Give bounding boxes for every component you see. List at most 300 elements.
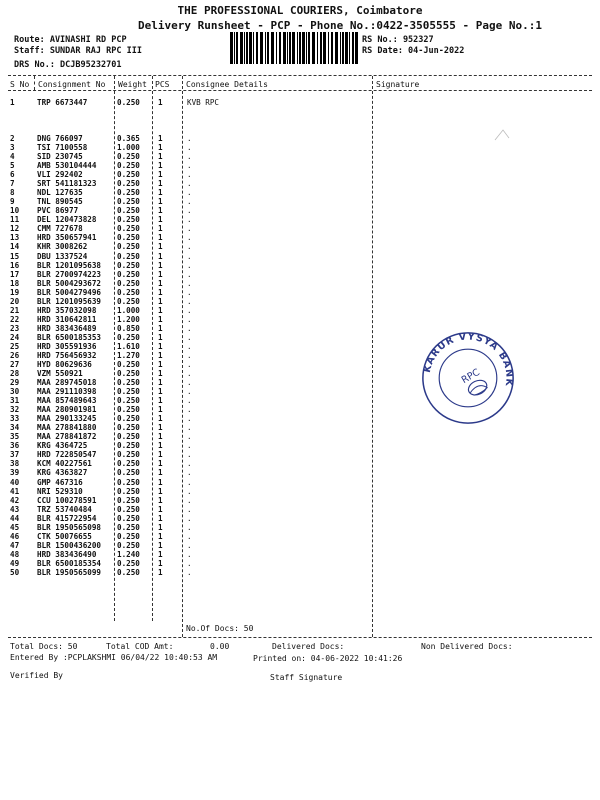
table-row [0,170,600,179]
row-consignment-no: TSI 7100558 [37,143,88,153]
row-sno: 9 [10,197,15,207]
row-weight: 0.250 [117,513,140,523]
row-pcs: 1 [158,134,163,143]
table-row [0,233,600,242]
table-row [0,478,600,487]
row-weight: 1.200 [117,314,140,324]
row-pcs: 1 [158,405,163,415]
row-sno: 30 [10,387,20,397]
row-sno: 44 [10,513,20,523]
row-sno: 25 [10,341,20,351]
table-row [0,568,600,577]
barcode-bar [331,32,333,64]
row-consignment-no: NDL 127635 [37,188,83,198]
row-weight: 0.250 [117,332,140,342]
row-weight: 0.250 [117,296,140,306]
row-sno: 23 [10,323,20,333]
row-consignment-no: BLR 1201095638 [37,260,102,270]
row-consignee: . [187,323,192,333]
row-pcs: 1 [158,287,163,297]
row-consignee: . [187,369,192,379]
row-consignment-no: HRD 722850547 [37,450,97,460]
row-pcs: 1 [158,558,163,568]
row-consignee: . [187,432,192,442]
row-consignee: . [187,179,192,189]
barcode-bar [244,32,245,64]
verified-by: Verified By [10,671,63,680]
row-weight: 0.250 [117,567,140,577]
row-consignee: . [187,224,192,234]
row-consignee: . [187,206,192,216]
row-consignee: . [187,143,192,153]
route-label: Route: AVINASHI RD PCP [14,35,127,45]
row-consignment-no: VLI 292402 [37,170,83,180]
row-consignee: . [187,242,192,252]
row-sno: 47 [10,540,20,550]
row-sno: 42 [10,495,20,505]
row-consignment-no: BLR 6500185353 [37,332,102,342]
row-sno: 21 [10,305,20,315]
row-pcs: 1 [158,341,163,351]
barcode-bar [302,32,305,64]
row-consignment-no: HRD 350657941 [37,233,97,243]
table-row [0,252,600,261]
table-row [0,315,600,324]
barcode-bar [355,32,358,64]
table-row [0,261,600,270]
row-consignee: . [187,441,192,451]
row-consignee: . [187,405,192,415]
row-sno: 39 [10,468,20,478]
table-top-rule [8,75,592,76]
row-pcs: 1 [158,251,163,261]
row-pcs: 1 [158,522,163,532]
row-weight: 0.250 [117,269,140,279]
row-weight: 0.250 [117,414,140,424]
row-pcs: 1 [158,567,163,577]
row-sno: 4 [10,152,15,162]
barcode-bar [297,32,298,64]
table-row [0,179,600,188]
table-row [0,532,600,541]
row-sno: 2 [10,134,15,143]
table-header-rule [8,90,592,91]
row-weight: 0.250 [117,432,140,442]
row-consignment-no: SID 230745 [37,152,83,162]
row-consignee: . [187,387,192,397]
row-weight: 0.365 [117,134,140,143]
table-row [0,288,600,297]
runsheet-title: Delivery Runsheet - PCP - Phone No.:0422-3505555 - Page No.:1 [138,19,542,32]
barcode-bar [317,32,318,64]
table-row [0,206,600,215]
row-pcs: 1 [158,513,163,523]
row-sno: 50 [10,567,20,577]
row-sno: 29 [10,378,20,388]
table-row [0,242,600,251]
row-pcs: 1 [158,441,163,451]
row-weight: 0.250 [117,360,140,369]
barcode-bar [292,32,295,64]
non-delivered-docs: Non Delivered Docs: [421,642,513,651]
table-row [0,215,600,224]
barcode-bar [230,32,233,64]
row-consignee: . [187,314,192,324]
row-sno: 35 [10,432,20,442]
row-consignee: . [187,260,192,270]
table-row [0,297,600,306]
row-consignee: . [187,513,192,523]
row-consignee: . [187,531,192,541]
row-pcs: 1 [158,323,163,333]
row-consignee: . [187,567,192,577]
row-consignee: . [187,468,192,478]
row-pcs: 1 [158,215,163,225]
row-pcs: 1 [158,531,163,541]
row-pcs: 1 [158,378,163,388]
delivered-docs: Delivered Docs: [272,642,345,651]
row-weight: 0.250 [117,206,140,216]
row-pcs: 1 [158,170,163,180]
row-sno: 41 [10,486,20,496]
row-sno: 13 [10,233,20,243]
barcode-bar [283,32,286,64]
row-sno: 46 [10,531,20,541]
row-consignee: . [187,459,192,469]
row-consignment-no: DEL 120473828 [37,215,97,225]
row-weight: 0.250 [117,441,140,451]
row-sno: 17 [10,269,20,279]
row-pcs: 1 [158,387,163,397]
row-pcs: 1 [158,369,163,379]
row-consignment-no: AMB 530104444 [37,161,97,171]
barcode-bar [345,32,348,64]
table-row [0,459,600,468]
row-consignment-no: HRD 383436489 [37,323,97,333]
row-pcs: 1 [158,224,163,234]
pencil-mark [490,120,520,150]
row-weight: 0.250 [117,558,140,568]
row-consignment-no: DNG 766097 [37,134,83,143]
row-pcs: 1 [158,459,163,469]
table-row [0,224,600,233]
row-consignee: . [187,504,192,514]
row-weight: 0.250 [117,396,140,406]
table-row [0,306,600,315]
table-row [0,505,600,514]
row-sno: 33 [10,414,20,424]
row-consignee: . [187,549,192,559]
row-weight: 0.250 [117,278,140,288]
table-row [0,270,600,279]
row-weight: 1.000 [117,143,140,153]
row-pcs: 1 [158,179,163,189]
row-consignment-no: MAA 857489643 [37,396,97,406]
barcode-bar [335,32,338,64]
row-pcs: 1 [158,450,163,460]
col-header-consignee: Consignee Details [186,80,268,89]
row-consignment-no: BLR 2700974223 [37,269,102,279]
row-consignee: . [187,170,192,180]
row-sno: 14 [10,242,20,252]
barcode-bar [249,32,252,64]
barcode-bar [320,32,322,64]
row-pcs: 1 [158,296,163,306]
total-cod-amount: 0.00 [210,642,230,651]
row-consignee: . [187,450,192,460]
row-consignee: . [187,188,192,198]
row-sno: 45 [10,522,20,532]
row-weight: 0.250 [117,161,140,171]
row-sno: 34 [10,423,20,433]
bank-stamp [420,330,516,426]
total-docs: Total Docs: 50 [10,642,78,651]
row-consignee: . [187,360,192,369]
row-consignee: . [187,215,192,225]
barcode-bar [306,32,307,64]
row-weight: 0.250 [117,531,140,541]
row-consignee: . [187,287,192,297]
row-consignment-no: HYD 80629636 [37,360,92,369]
row-weight: 0.250 [117,197,140,207]
row-pcs: 1 [158,486,163,496]
row-weight: 0.250 [117,477,140,487]
row-weight: 0.250 [117,378,140,388]
row-consignment-no: BLR 6500185354 [37,558,102,568]
row-consignee: . [187,305,192,315]
row-sno: 20 [10,296,20,306]
row-pcs: 1 [158,396,163,406]
row-pcs: 1 [158,269,163,279]
row-pcs: 1 [158,305,163,315]
row-weight: 1.610 [117,341,140,351]
total-cod-label: Total COD Amt: [106,642,174,651]
row-sno: 16 [10,260,20,270]
barcode-bar [287,32,288,64]
row-weight: 0.850 [117,323,140,333]
row-pcs: 1 [158,432,163,442]
row-pcs: 1 [158,197,163,207]
barcode-image [230,32,358,64]
row-consignment-no: MAA 278841872 [37,432,97,442]
drs-number: DRS No.: DCJB95232701 [14,60,122,70]
row-weight: 0.250 [117,287,140,297]
staff-label: Staff: SUNDAR RAJ RPC III [14,46,142,56]
table-row [0,468,600,477]
row-pcs: 1 [158,468,163,478]
row-pcs: 1 [158,549,163,559]
row-consignment-no: BLR 5004279496 [37,287,102,297]
row-sno: 22 [10,314,20,324]
row-weight: 0.250 [117,188,140,198]
row-sno: 19 [10,287,20,297]
row-weight: 0.250 [117,504,140,514]
row-consignment-no: BLR 1201095639 [37,296,102,306]
table-row [0,523,600,532]
svg-text:KARUR VYSYA BANK: KARUR VYSYA BANK [421,331,515,388]
row-consignment-no: CTK 50076655 [37,531,92,541]
table-row [0,559,600,568]
barcode-bar [267,32,269,64]
row-sno: 48 [10,549,20,559]
row-weight: 0.250 [117,251,140,261]
barcode-bar [253,32,254,64]
row-consignment-no: KRG 4363827 [37,468,88,478]
table-row [0,550,600,559]
row-consignee: . [187,558,192,568]
printed-on: Printed on: 04-06-2022 10:41:26 [253,654,403,663]
table-row [0,487,600,496]
row-pcs: 1 [158,414,163,424]
barcode-bar [342,32,344,64]
row-consignee: . [187,251,192,261]
barcode-bar [349,32,350,64]
row-pcs: 1 [158,360,163,369]
row-consignee: . [187,522,192,532]
row-pcs: 1 [158,332,163,342]
row-consignment-no: HRD 756456932 [37,350,97,360]
row-sno: 36 [10,441,20,451]
row-consignee: . [187,134,192,143]
row-consignee: . [187,423,192,433]
table-row [0,450,600,459]
row-sno: 28 [10,369,20,379]
row-consignment-no: TRZ 53740484 [37,504,92,514]
row-consignee: . [187,161,192,171]
row-consignment-no: BLR 1950565099 [37,567,102,577]
row-sno: 49 [10,558,20,568]
row-pcs: 1 [158,233,163,243]
row-pcs: 1 [158,188,163,198]
row-consignment-no: CMM 727678 [37,224,83,234]
row-consignee: . [187,495,192,505]
row-consignment-no: HRD 305591936 [37,341,97,351]
table-row [0,152,600,161]
table-row [0,541,600,550]
table-row [0,98,600,107]
row-sno: 1 [10,98,15,107]
row-consignment-no: BLR 5004293672 [37,278,102,288]
row-sno: 31 [10,396,20,406]
row-weight: 0.250 [117,179,140,189]
barcode-bar [265,32,266,64]
row-consignment-no: KHR 3008262 [37,242,88,252]
row-weight: 0.250 [117,260,140,270]
table-bottom-rule [8,637,592,638]
barcode-bar [240,32,243,64]
row-consignment-no: MAA 291110398 [37,387,97,397]
row-pcs: 1 [158,495,163,505]
row-consignment-no: BLR 1500436200 [37,540,102,550]
row-sno: 37 [10,450,20,460]
row-consignment-no: HRD 357032098 [37,305,97,315]
barcode-bar [234,32,235,64]
row-consignee: . [187,269,192,279]
row-sno: 40 [10,477,20,487]
row-consignee: . [187,197,192,207]
barcode-bar [256,32,258,64]
barcode-bar [299,32,301,64]
row-sno: 12 [10,224,20,234]
row-weight: 0.250 [117,423,140,433]
row-sno: 6 [10,170,15,180]
row-pcs: 1 [158,98,163,107]
row-sno: 26 [10,350,20,360]
row-consignment-no: MAA 278841880 [37,423,97,433]
col-header-pcs: PCS [155,80,170,89]
row-pcs: 1 [158,143,163,153]
row-pcs: 1 [158,278,163,288]
row-consignee: . [187,378,192,388]
row-weight: 0.250 [117,459,140,469]
row-consignment-no: DBU 1337524 [37,251,88,261]
table-row [0,432,600,441]
row-weight: 0.250 [117,215,140,225]
row-weight: 0.250 [117,468,140,478]
row-sno: 10 [10,206,20,216]
barcode-bar [236,32,238,64]
row-weight: 0.250 [117,522,140,532]
row-weight: 0.250 [117,233,140,243]
row-weight: 0.250 [117,242,140,252]
row-consignee: . [187,540,192,550]
row-consignee: . [187,296,192,306]
row-pcs: 1 [158,260,163,270]
barcode-bar [271,32,274,64]
row-pcs: 1 [158,350,163,360]
no-of-docs: No.Of Docs: 50 [186,624,254,633]
row-consignment-no: KRG 4364725 [37,441,88,451]
row-consignee: . [187,278,192,288]
col-header-signature: Signature [376,80,420,89]
row-weight: 0.250 [117,486,140,496]
row-consignee: . [187,486,192,496]
row-sno: 15 [10,251,20,261]
row-consignment-no: BLR 1950565098 [37,522,102,532]
row-consignment-no: KCM 40227561 [37,459,92,469]
svg-text:RPC: RPC [459,367,482,387]
row-sno: 27 [10,360,20,369]
row-pcs: 1 [158,152,163,162]
barcode-bar [312,32,315,64]
row-sno: 24 [10,332,20,342]
row-consignee: KVB RPC [187,98,220,107]
row-pcs: 1 [158,161,163,171]
row-weight: 1.000 [117,305,140,315]
staff-signature: Staff Signature [270,673,343,682]
row-pcs: 1 [158,314,163,324]
row-consignment-no: CCU 100278591 [37,495,97,505]
row-sno: 38 [10,459,20,469]
row-sno: 18 [10,278,20,288]
row-weight: 0.250 [117,170,140,180]
row-consignee: . [187,341,192,351]
row-consignment-no: NRI 529310 [37,486,83,496]
row-pcs: 1 [158,423,163,433]
row-consignee: . [187,477,192,487]
row-consignment-no: PVC 86977 [37,206,79,216]
row-weight: 0.250 [117,450,140,460]
row-weight: 0.250 [117,224,140,234]
table-row [0,441,600,450]
row-consignment-no: HRD 310642811 [37,314,97,324]
row-consignment-no: GMP 467316 [37,477,83,487]
row-sno: 8 [10,188,15,198]
row-consignment-no: TRP 6673447 [37,98,88,107]
table-row [0,514,600,523]
row-weight: 0.250 [117,387,140,397]
row-weight: 1.270 [117,350,140,360]
